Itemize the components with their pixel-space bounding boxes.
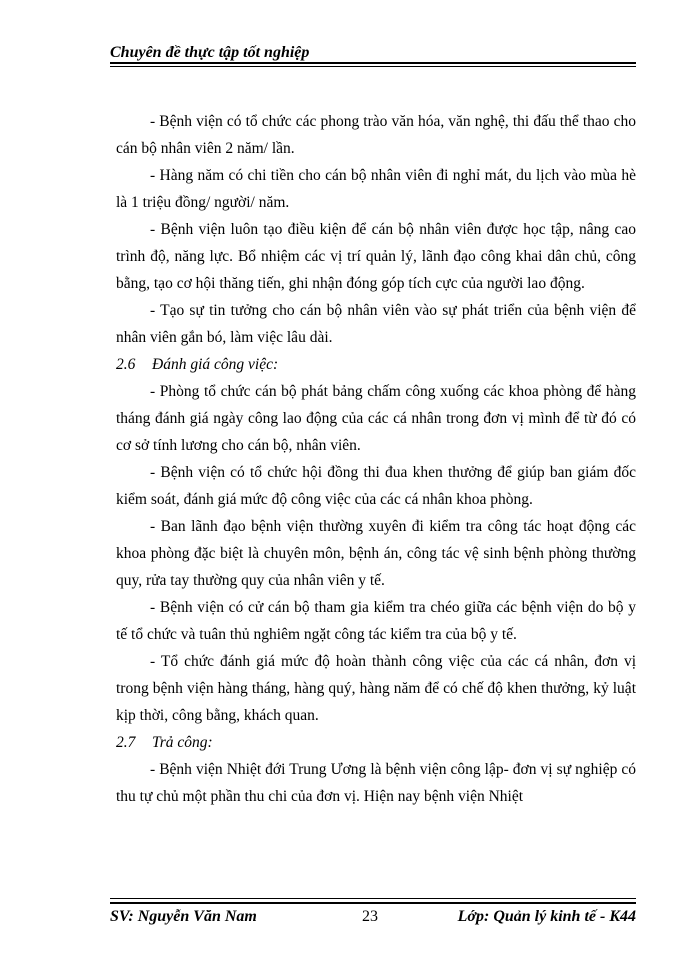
paragraph: - Tạo sự tin tưởng cho cán bộ nhân viên vào sự phát triển của bệnh viện để nhân viên gắn bó, làm việc lâu dài. <box>116 302 636 346</box>
paragraph: - Bệnh viện luôn tạo điều kiện để cán bộ nhân viên được học tập, nâng cao trình độ, năng lực. Bổ nhiệm các vị trí quản lý, lãnh đạo công khai dân chủ, công bằng, tạo cơ hội thăng tiến, ghi nhận đóng góp tích cực của người lao động. <box>116 221 636 292</box>
footer-student-name: SV: Nguyễn Văn Nam <box>110 908 257 925</box>
paragraph: - Bệnh viện có tổ chức hội đồng thi đua khen thưởng để giúp ban giám đốc kiểm soát, đánh giá mức độ công việc của các cá nhân khoa phòng. <box>116 464 636 508</box>
paragraph: - Phòng tổ chức cán bộ phát bảng chấm công xuống các khoa phòng để hàng tháng đánh giá ngày công lao động của các cá nhân trong đơn vị mình để từ đó có cơ sở tính lương cho cán bộ, nhân viên. <box>116 383 636 454</box>
paragraph: - Ban lãnh đạo bệnh viện thường xuyên đi kiểm tra công tác hoạt động các khoa phòng đặc biệt là chuyên môn, bệnh án, công tác vệ sinh bệnh phòng thường quy, rửa tay thường quy của nhân viên y tế. <box>116 518 636 589</box>
section-title: Trả công: <box>152 734 213 751</box>
paragraph: - Tổ chức đánh giá mức độ hoàn thành công việc của các cá nhân, đơn vị trong bệnh viện hàng tháng, hàng quý, hàng năm để có chế độ khen thưởng, kỷ luật kịp thời, công bằng, khách quan. <box>116 653 636 724</box>
section-heading-2-6 <box>116 351 636 378</box>
section-number: 2.7 <box>116 734 136 751</box>
paragraph: - Bệnh viện có tổ chức các phong trào văn hóa, văn nghệ, thi đấu thể thao cho cán bộ nhân viên 2 năm/ lần. <box>116 113 636 157</box>
footer-rule <box>110 902 636 904</box>
section-number: 2.6 <box>116 356 136 373</box>
paragraph: - Bệnh viện có cử cán bộ tham gia kiểm tra chéo giữa các bệnh viện do bộ y tế tổ chức và tuân thủ nghiêm ngặt công tác kiểm tra của bộ y tế. <box>116 599 636 643</box>
paragraph: - Bệnh viện Nhiệt đới Trung Ương là bệnh viện công lập- đơn vị sự nghiệp có thu tự chủ một phần thu chi của đơn vị. Hiện nay bệnh viện Nhiệt <box>116 761 636 805</box>
footer-class-name: Lớp: Quản lý kinh tế - K44 <box>457 908 636 925</box>
section-heading-2-7 <box>116 729 636 756</box>
header-rule <box>110 62 636 64</box>
page-number: 23 <box>362 908 378 925</box>
page-header-title: Chuyên đề thực tập tốt nghiệp <box>110 44 310 61</box>
header-rule-thin <box>110 66 636 67</box>
paragraph: - Hàng năm có chi tiền cho cán bộ nhân viên đi nghỉ mát, du lịch vào mùa hè là 1 triệu đồng/ người/ năm. <box>116 167 636 211</box>
document-body <box>116 108 636 810</box>
section-title: Đánh giá công việc: <box>152 356 279 373</box>
footer-rule-thin <box>110 898 636 899</box>
